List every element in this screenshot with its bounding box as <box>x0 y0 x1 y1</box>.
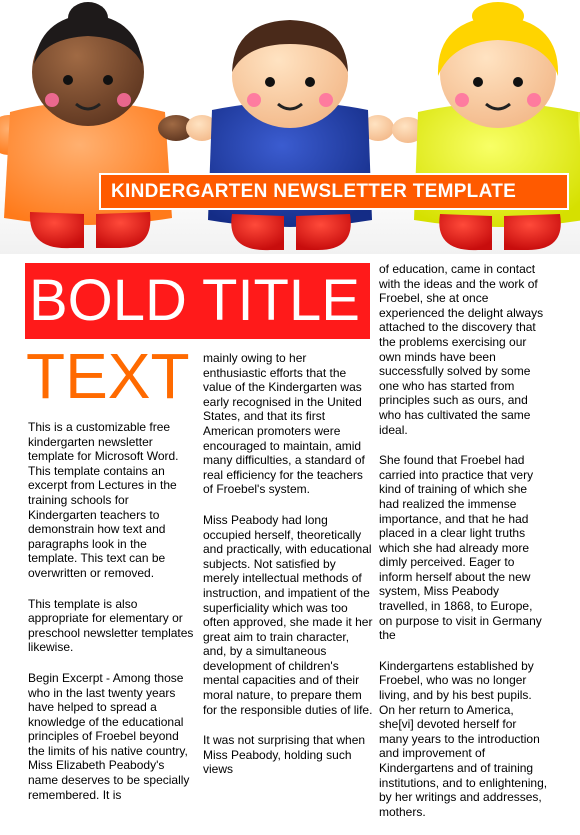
paragraph: This template is also appropriate for elementary or preschool newsletter templates likewise. <box>28 596 194 655</box>
paragraph: Kindergartens established by Froebel, who was no longer living, and by his best pupils. On her return to America, she[vi] devoted herself for many years to the introduction and improvement of Kindergartens and of training institutions, and to enlightening, by her writings and addresses, mothers. <box>379 658 548 819</box>
blue-toy-figure <box>186 20 394 250</box>
title-text-heading: TEXT <box>26 340 190 412</box>
paragraph: of education, came in contact with the ideas and the work of Froebel, she at once experienced the delight always attached to the discovery that the problems exercising our own minds have been successfully solved by some one who has started from principles such as ours, and who has cultivated the same ideal. <box>379 262 544 437</box>
toy-figures-illustration <box>0 0 580 254</box>
text-column-2 <box>203 351 373 793</box>
paragraph: Begin Excerpt - Among those who in the last twenty years have helped to spread a knowledge of the educational principles of Froebel beyond the limits of his native country, Miss Elizabeth Peabody's name deserves to be specially remembered. It is <box>28 670 190 802</box>
newsletter-banner: KINDERGARTEN NEWSLETTER TEMPLATE <box>99 173 569 210</box>
paragraph: mainly owing to her enthusiastic efforts that the value of the Kindergarten was early recognised in the United States, and that its first American promoters were encouraged to maintain, amid many difficulties, a standard of real efficiency for the teachers of Froebel's system. <box>203 351 365 497</box>
bold-title-heading: BOLD TITLE <box>25 263 370 339</box>
paragraph: Miss Peabody had long occupied herself, theoretically and practically, with educational subjects. Not satisfied by merely intellectual methods of instruction, and impatient of the superficiality which was too often approved, she made it her great aim to train character, and, by a simultaneous development of children's mental capacities and of their moral nature, to prepare them for the responsible duties of life. <box>203 512 373 717</box>
text-column-3 <box>379 262 549 835</box>
paragraph: It was not surprising that when Miss Peabody, holding such views <box>203 733 366 777</box>
paragraph: She found that Froebel had carried into practice that very kind of training of which she had realized the immense importance, and that he had placed in a clear light truths which she had already more dimly perceived. Eager to inform herself about the new system, Miss Peabody travelled, in 1868, to Europe, on purpose to visit in Germany the <box>379 453 542 643</box>
paragraph: This is a customizable free kindergarten newsletter template for Microsoft Word. This template contains an excerpt from Lectures in the training schools for Kindergarten teachers to demonstrain how text and paragraphs look in the template. This text can be overwritten or removed. <box>28 420 179 580</box>
header-photo <box>0 0 580 254</box>
text-column-1 <box>28 420 194 818</box>
yellow-toy-figure <box>392 2 580 250</box>
orange-toy-figure <box>0 2 194 248</box>
